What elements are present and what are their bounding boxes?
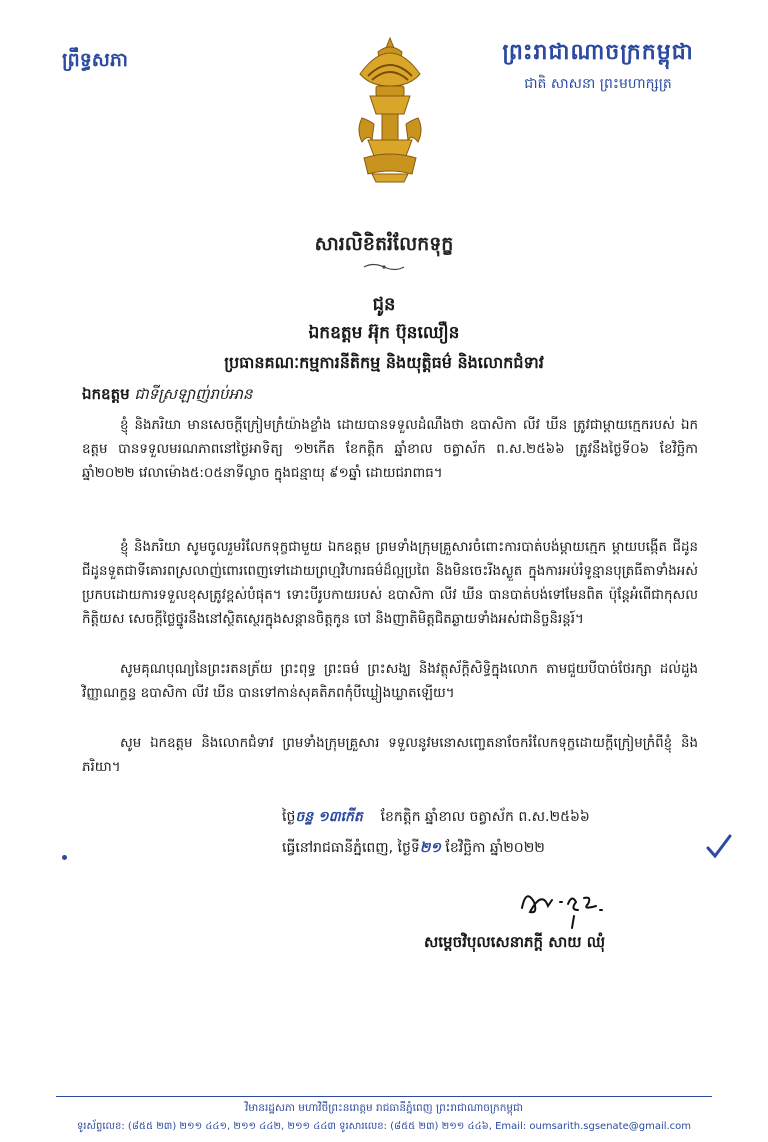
lunar-date-rest: ខែកត្តិក ឆ្នាំខាល ចត្វាស័ក ព.ស.២៥៦៦ — [380, 809, 590, 825]
lunar-date-line — [282, 807, 590, 828]
handwritten-checkmark-icon — [706, 834, 732, 860]
solar-date-handwritten: ២១ — [419, 840, 441, 856]
recipient-organization: ប្រធានគណៈកម្មការនីតិកម្ម និងយុត្តិធម៌ និងលោកជំទាវ — [224, 353, 544, 372]
lunar-date-handwritten: ចន្ទ ១៣កើត — [295, 809, 363, 825]
paragraph-3 — [82, 658, 698, 706]
recipient-block — [0, 290, 768, 377]
handwritten-signature-icon — [512, 880, 612, 930]
solar-date-prefix: ធ្វើនៅរាជធានីភ្នំពេញ, ថ្ងៃទី — [282, 840, 420, 856]
salutation-title: ឯកឧត្តម — [82, 385, 130, 403]
paragraph-2-text: ខ្ញុំ និងភរិយា សូមចូលរួមរំលែកទុក្ខជាមួយ ឯកឧត្តម ព្រមទាំងក្រុមគ្រួសារចំពោះការបាត់បង់ម្តាយក្មេក ម្តាយបង្កើត ជីដូន ជីដូនទួតជាទីគោរពស្រលាញ់ពោរពេញទៅដោយព្រហ្មវិហារធម៌ដ៏ល្អប្រពៃ និងមិនចេះរីងស្ងួត ក្នុងការអប់រំទូន្មានបុត្រធីតាទាំងអស់ប្រកបដោយការទទួលខុសត្រូវខ្ពស់បំផុត។ ទោះបីរូបកាយរបស់ ឧបាសិកា លីវ ឃីន បានបាត់បង់ទៅមែនពិត ប៉ុន្តែអំពើជាកុសល កិត្តិយស សេចក្តីថ្លៃថ្នូរនឹងនៅស្ថិតស្ថេរក្នុងសន្តានចិត្តកូន ចៅ និងញាតិមិត្តជិតឆ្ងាយទាំងអស់ជានិច្ចនិរន្តរ៍។ — [82, 540, 698, 627]
recipient-name: ឯកឧត្តម អ៊ុក ប៊ុនឈឿន — [308, 323, 460, 343]
recipient-to: ជូន — [372, 294, 396, 315]
footer-address: វិមានរដ្ឋសភា មហាវិថីព្រះនរោត្តម រាជធានីភ្នំពេញ ព្រះរាជាណាចក្រកម្ពុជា — [244, 1102, 524, 1114]
paragraph-1-text: ខ្ញុំ និងភរិយា មានសេចក្តីក្រៀមក្រំយ៉ាងខ្លាំង ដោយបានទទួលដំណឹងថា ឧបាសិកា លីវ ឃីន ត្រូវជាម្តាយក្មេករបស់ ឯកឧត្តម បានទទួលមរណភាពនៅថ្ងៃអាទិត្យ ១២កើត ខែកត្តិក ឆ្នាំខាល ចត្វាស័ក ព.ស.២៥៦៦ ត្រូវនឹងថ្ងៃទី០៦ ខែវិច្ឆិកា ឆ្នាំ២០២២ វេលាម៉ោង៥:០៥នាទីល្ងាច ក្នុងជន្មាយុ ៩១ឆ្នាំ ដោយជរាពាធ។ — [82, 418, 698, 481]
signer-name: សម្តេចវិបុលសេនាភក្តី សាយ ឈុំ — [424, 933, 606, 951]
ornament-divider-icon — [362, 262, 406, 272]
solar-date-rest: ខែវិច្ឆិកា ឆ្នាំ២០២២ — [445, 840, 545, 856]
paragraph-3-text: សូមគុណបុណ្យនៃព្រះរតនត្រ័យ ព្រះពុទ្ធ ព្រះធម៌ ព្រះសង្ឃ និងវត្ថុស័ក្តិសិទ្ធិក្នុងលោក តាមជួយបីបាច់ថែរក្សា ដល់ដួងវិញ្ញាណក្ខន្ធ ឧបាសិកា លីវ ឃីន បានទៅកាន់សុគតិភពកុំបីឃ្លៀងឃ្លាតឡើយ។ — [82, 662, 698, 701]
salutation — [82, 385, 252, 407]
footer-divider — [56, 1096, 712, 1097]
royal-emblem-icon — [348, 34, 432, 184]
lunar-date-prefix: ថ្ងៃ — [282, 809, 296, 825]
kingdom-header — [488, 38, 708, 95]
national-motto: ជាតិ សាសនា ព្រះមហាក្សត្រ — [524, 76, 672, 92]
paragraph-4-text: សូម ឯកឧត្តម និងលោកជំទាវ ព្រមទាំងក្រុមគ្រួសារ ទទួលនូវមនោសញ្ចេតនាចែករំលែកទុក្ខដោយក្តីក្រៀមក្រំពីខ្ញុំ និងភរិយា។ — [82, 736, 698, 775]
institution-name: ព្រឹទ្ធសភា — [62, 49, 128, 71]
kingdom-name: ព្រះរាជាណាចក្រកម្ពុជា — [502, 40, 694, 65]
paragraph-4 — [82, 732, 698, 780]
document-title: សារលិខិតរំលែកទុក្ខ — [314, 233, 454, 255]
solar-date-line — [282, 838, 545, 859]
ink-dot — [62, 855, 67, 860]
paragraph-1 — [82, 414, 698, 486]
paragraph-2 — [82, 536, 698, 632]
footer-contacts: ទូរស័ព្ទលេខ: (៨៥៥ ២៣) ២១១ ៤៤១, ២១១ ៤៤២, ២១១ ៤៤៣ ទូរសារលេខ: (៨៥៥ ២៣) ២១១ ៤៤៦, Email: oumsarith.sgsenate@gmail.com — [76, 1121, 692, 1132]
salutation-rest: ជាទីស្រឡាញ់រាប់អាន — [129, 385, 253, 403]
